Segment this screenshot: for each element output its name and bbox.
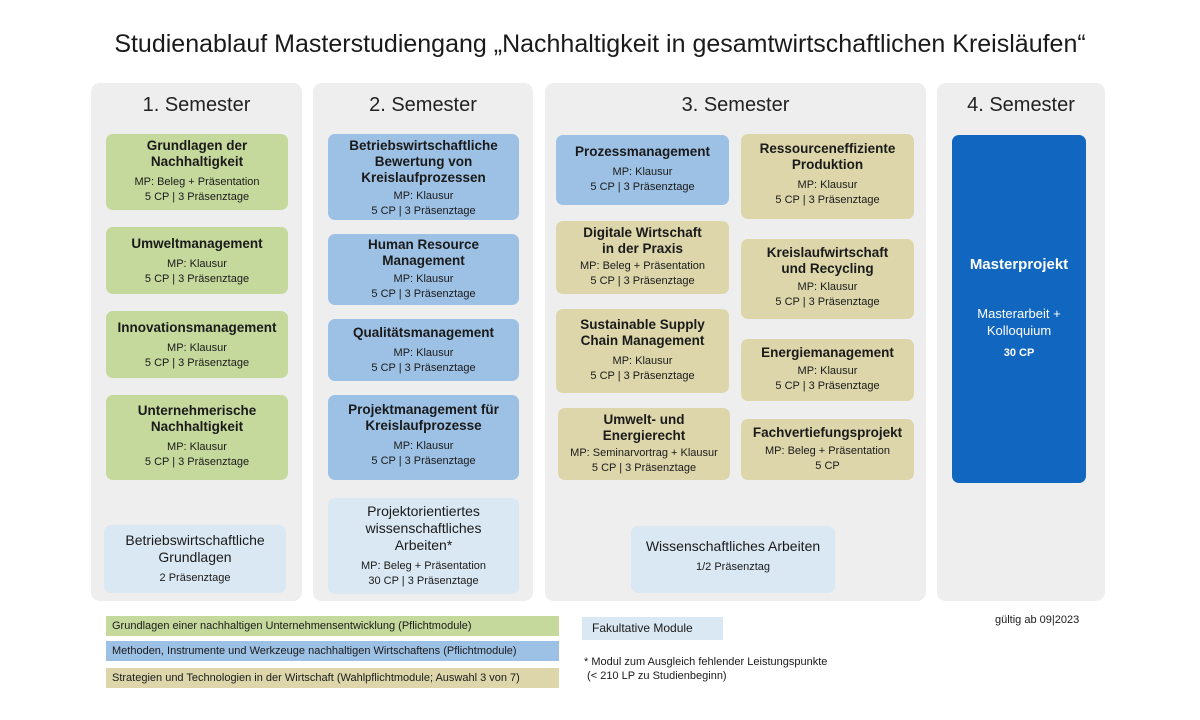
module-credits: 5 CP | 3 Präsenztage bbox=[144, 273, 250, 285]
module-umweltmanagement bbox=[106, 227, 288, 294]
module-betriebswirtschaftliche-bewertung bbox=[328, 134, 519, 220]
module-projektmanagement bbox=[328, 395, 519, 480]
module-exam: MP: Klausur bbox=[393, 440, 454, 452]
module-exam: MP: Beleg + Präsentation bbox=[579, 260, 706, 272]
module-credits: 30 CP | 3 Präsenztage bbox=[368, 575, 479, 587]
footnote-line-1: * Modul zum Ausgleich fehlender Leistungspunkte bbox=[584, 656, 828, 668]
module-name: Betriebswirtschaftliche Grundlagen bbox=[125, 532, 265, 565]
legend-blue: Methoden, Instrumente und Werkzeuge nachhaltigen Wirtschaftens (Pflichtmodule) bbox=[106, 641, 559, 661]
module-name: Unternehmerische Nachhaltigkeit bbox=[137, 403, 257, 434]
module-name: Umweltmanagement bbox=[131, 236, 263, 251]
module-digitale-wirtschaft bbox=[556, 221, 729, 294]
module-grundlagen-der-nachhaltigkeit bbox=[106, 134, 288, 210]
module-name: Energiemanagement bbox=[761, 345, 894, 360]
module-credits: 30 CP bbox=[1003, 347, 1035, 359]
module-name: Sustainable Supply Chain Management bbox=[580, 317, 705, 348]
module-name: Digitale Wirtschaft in der Praxis bbox=[583, 225, 702, 256]
module-name: Wissenschaftliches Arbeiten bbox=[645, 538, 821, 554]
module-exam: MP: Seminarvortrag + Klausur bbox=[570, 447, 718, 459]
module-unternehmerische-nachhaltigkeit bbox=[106, 395, 288, 480]
module-kreislaufwirtschaft-und-recycling bbox=[741, 239, 914, 319]
module-credits: 1/2 Präsenztag bbox=[696, 561, 770, 573]
module-exam: MP: Klausur bbox=[393, 347, 454, 359]
module-name: Grundlagen der Nachhaltigkeit bbox=[146, 138, 248, 169]
module-wissenschaftliches-arbeiten bbox=[631, 526, 835, 593]
module-exam: MP: Klausur bbox=[797, 281, 858, 293]
module-exam: MP: Klausur bbox=[167, 441, 227, 453]
module-exam: MP: Klausur bbox=[393, 273, 454, 285]
module-exam: MP: Beleg + Präsentation bbox=[764, 445, 891, 457]
module-credits: 5 CP | 3 Präsenztage bbox=[590, 181, 695, 193]
module-masterprojekt bbox=[952, 135, 1086, 483]
module-fachvertiefungsprojekt bbox=[741, 419, 914, 480]
module-exam: MP: Beleg + Präsentation bbox=[134, 176, 260, 188]
module-credits: 5 CP | 3 Präsenztage bbox=[590, 370, 695, 382]
legend-tan: Strategien und Technologien in der Wirtschaft (Wahlpflichtmodule; Auswahl 3 von 7) bbox=[106, 668, 559, 688]
module-exam: MP: Klausur bbox=[167, 258, 227, 270]
module-credits: 5 CP | 3 Präsenztage bbox=[144, 191, 250, 203]
module-exam: MP: Klausur bbox=[612, 166, 673, 178]
module-exam: MP: Klausur bbox=[393, 190, 454, 202]
module-credits: 5 CP | 3 Präsenztage bbox=[371, 362, 476, 374]
semester-4-title: 4. Semester bbox=[967, 94, 1075, 116]
module-name: Projektmanagement für Kreislaufprozesse bbox=[348, 402, 499, 433]
module-name: Human Resource Management bbox=[367, 237, 480, 268]
module-projektorientiertes-arbeiten bbox=[328, 498, 519, 594]
semester-1-title: 1. Semester bbox=[142, 94, 251, 116]
module-credits: 2 Präsenztage bbox=[159, 572, 231, 584]
legend-light: Fakultative Module bbox=[582, 617, 723, 640]
legend-green: Grundlagen einer nachhaltigen Unternehmensentwicklung (Pflichtmodule) bbox=[106, 616, 559, 636]
module-credits: 5 CP | 3 Präsenztage bbox=[590, 275, 695, 287]
module-credits: 5 CP | 3 Präsenztage bbox=[775, 296, 880, 308]
module-energiemanagement bbox=[741, 339, 914, 401]
module-sustainable-supply-chain bbox=[556, 309, 729, 393]
module-name: Projektorientiertes wissenschaftliches Arbeiten* bbox=[365, 503, 482, 553]
module-credits: 5 CP | 3 Präsenztage bbox=[371, 288, 476, 300]
module-credits: 5 CP | 3 Präsenztage bbox=[144, 357, 250, 369]
module-credits: 5 CP | 3 Präsenztage bbox=[371, 205, 476, 217]
module-name: Ressourceneffiziente Produktion bbox=[759, 141, 896, 172]
footnote-line-2: (< 210 LP zu Studienbeginn) bbox=[584, 670, 727, 682]
module-qualitaetsmanagement bbox=[328, 319, 519, 381]
module-umwelt-und-energierecht bbox=[558, 408, 730, 480]
module-innovationsmanagement bbox=[106, 311, 288, 378]
footnote bbox=[584, 655, 827, 683]
module-name: Kreislaufwirtschaft und Recycling bbox=[766, 245, 889, 276]
module-prozessmanagement bbox=[556, 135, 729, 205]
module-human-resource-management bbox=[328, 234, 519, 305]
semester-3-title: 3. Semester bbox=[681, 94, 790, 116]
module-exam: MP: Klausur bbox=[167, 342, 227, 354]
module-name: Betriebswirtschaftliche Bewertung von Kreislaufprozessen bbox=[349, 138, 498, 185]
module-credits: 5 CP | 3 Präsenztage bbox=[144, 456, 250, 468]
module-name: Qualitätsmanagement bbox=[352, 325, 495, 340]
module-exam: MP: Klausur bbox=[612, 355, 673, 367]
module-exam: MP: Klausur bbox=[797, 179, 858, 191]
semester-2-title: 2. Semester bbox=[369, 94, 477, 116]
page-title: Studienablauf Masterstudiengang „Nachhaltigkeit in gesamtwirtschaftlichen Kreisläufen“ bbox=[114, 30, 1086, 58]
validity-note: gültig ab 09|2023 bbox=[995, 614, 1080, 626]
module-credits: 5 CP | 3 Präsenztage bbox=[371, 455, 476, 467]
module-name: Fachvertiefungsprojekt bbox=[752, 425, 903, 440]
module-exam: MP: Beleg + Präsentation bbox=[360, 560, 487, 572]
module-exam: Masterarbeit + Kolloquium bbox=[977, 306, 1061, 338]
module-credits: 5 CP bbox=[815, 460, 840, 472]
module-exam: MP: Klausur bbox=[797, 365, 858, 377]
module-credits: 5 CP | 3 Präsenztage bbox=[775, 194, 880, 206]
module-name: Masterprojekt bbox=[969, 256, 1069, 273]
module-ressourceneffiziente-produktion bbox=[741, 134, 914, 219]
module-credits: 5 CP | 3 Präsenztage bbox=[591, 462, 697, 474]
module-betriebswirtschaftliche-grundlagen bbox=[104, 525, 286, 593]
module-name: Umwelt- und Energierecht bbox=[602, 412, 686, 443]
module-name: Prozessmanagement bbox=[574, 144, 711, 159]
module-name: Innovationsmanagement bbox=[117, 320, 277, 335]
module-credits: 5 CP | 3 Präsenztage bbox=[775, 380, 880, 392]
